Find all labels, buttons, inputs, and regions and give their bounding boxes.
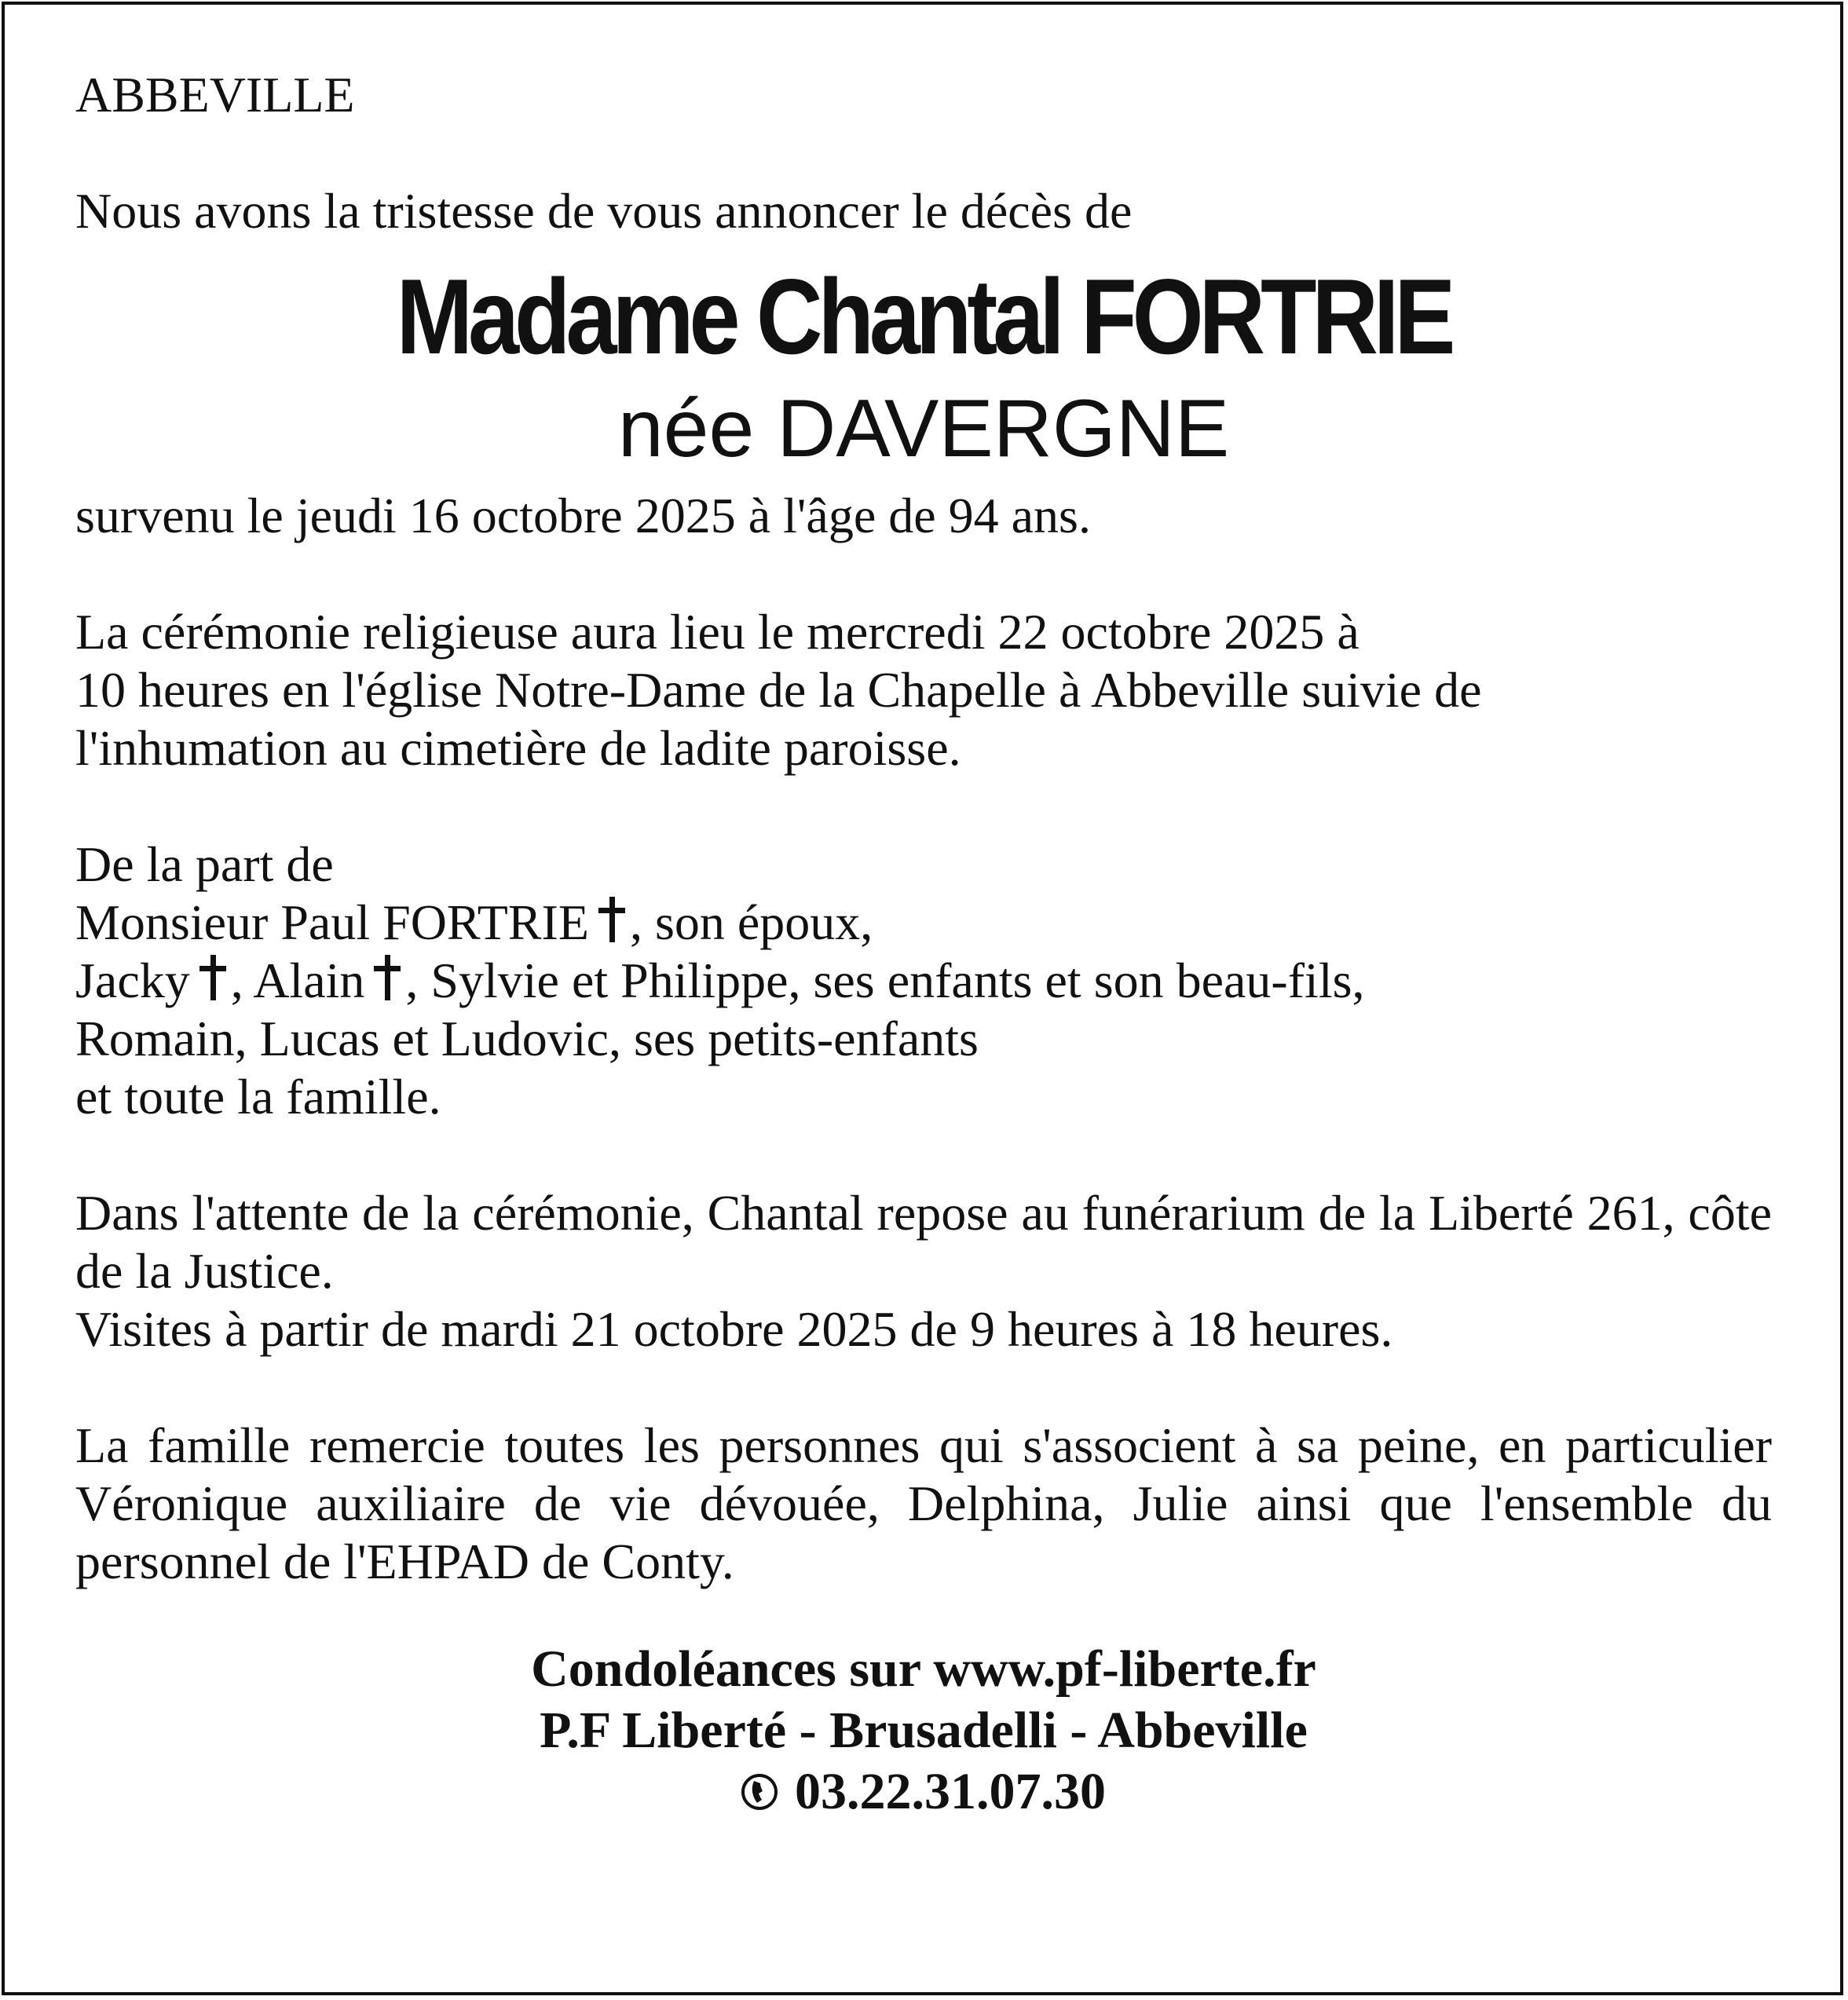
visitation-text: Dans l'attente de la cérémonie, Chantal repose au funérarium de la Liberté 261, côte de la Justice. [75,1185,1772,1299]
spacer [75,545,1772,603]
city-heading: ABBEVILLE [75,67,355,122]
condolences-line: Condoléances sur www.pf-liberte.fr [531,1640,1316,1698]
deceased-name: Madame Chantal FORTRIE [396,257,1451,376]
spouse-name: Monsieur Paul FORTRIE [75,894,589,950]
thanks-text: La famille remercie toutes les personnes qui s'associent à sa peine, en particulier Véronique auxiliaire de vie dévouée, Delphina, Julie ainsi que l'ensemble du personnel de l'EHPAD de Conty. [75,1417,1772,1589]
ceremony-line-2: 10 heures en l'église Notre-Dame de la Chapelle à Abbeville suivie de [75,662,1482,718]
ceremony-line-3: l'inhumation au cimetière de ladite paroisse. [75,720,961,776]
child-name-jacky: Jacky [75,952,190,1008]
family-line-grandchildren: Romain, Lucas et Ludovic, ses petits-enfants [75,1011,979,1066]
spacer [75,1591,1772,1638]
family-line-all: et toute la famille. [75,1069,441,1124]
family-line-children [75,952,1772,1010]
obituary-notice [75,66,1772,1822]
intro-text: Nous avons la tristesse de vous annoncer le décès de [75,183,1133,239]
phone-number: 03.22.31.07.30 [795,1763,1106,1820]
spacer [75,1358,1772,1417]
spacer [75,1126,1772,1184]
cross-icon [374,955,401,1000]
family-line-spouse [75,894,1772,952]
funeral-home-name: P.F Liberté - Brusadelli - Abbeville [540,1702,1308,1759]
child-name-alain: , Alain [230,952,365,1008]
maiden-name: née DAVERGNE [617,383,1230,474]
family-intro: De la part de [75,836,334,892]
death-details: survenu le jeudi 16 octobre 2025 à l'âge de 94 ans. [75,488,1091,543]
cross-icon [199,955,226,1000]
phone-icon [741,1771,778,1813]
spouse-relation: , son époux, [629,894,873,950]
phone-line [75,1762,1772,1822]
ceremony-line-1: La cérémonie religieuse aura lieu le mercredi 22 octobre 2025 à [75,604,1359,660]
cross-icon [598,897,625,942]
spacer [75,777,1772,835]
visiting-hours: Visites à partir de mardi 21 octobre 2025 de 9 heures à 18 heures. [75,1301,1393,1357]
children-relation: , Sylvie et Philippe, ses enfants et son beau-fils, [405,952,1365,1008]
spacer [75,124,1772,182]
